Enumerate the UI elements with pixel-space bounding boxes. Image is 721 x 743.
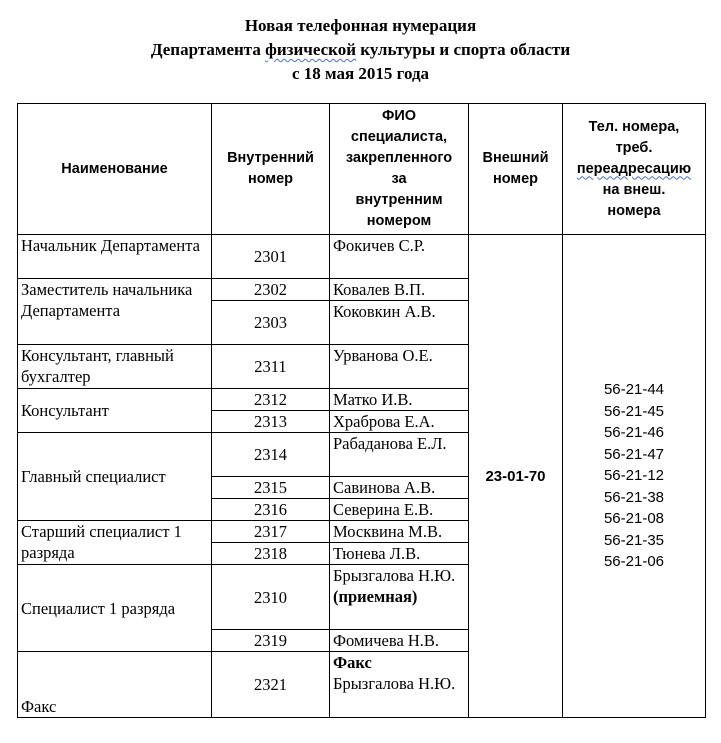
position-cell: Начальник Департамента <box>18 235 212 279</box>
internal-number: 2317 <box>212 521 330 543</box>
title-line-2: Департамента физической культуры и спорта области <box>150 40 571 59</box>
internal-number: 2302 <box>212 279 330 301</box>
internal-number: 2314 <box>212 433 330 477</box>
fio-cell: Фокичев С.Р. <box>330 235 469 279</box>
forward-number: 56-21-45 <box>603 402 665 420</box>
fio-cell: Рабаданова Е.Л. <box>330 433 469 477</box>
fio-cell: Северина Е.В. <box>330 499 469 521</box>
phone-table <box>17 103 706 718</box>
forward-number: 56-21-06 <box>603 553 665 571</box>
position-cell: Факс <box>18 652 212 718</box>
fio-cell: Фомичева Н.В. <box>330 630 469 652</box>
fio-cell: Тюнева Л.В. <box>330 543 469 565</box>
header-internal: Внутренний номер <box>212 104 330 235</box>
fio-name: Брызгалова Н.Ю. <box>333 566 456 585</box>
header-external: Внешний номер <box>469 104 563 235</box>
internal-number: 2301 <box>212 235 330 279</box>
position-cell: Главный специалист <box>18 433 212 521</box>
header-fio: ФИО специалиста, закрепленного за внутренним номером <box>330 104 469 235</box>
fax-note: Факс <box>333 653 372 672</box>
position-cell: Старший специалист 1 разряда <box>18 521 212 565</box>
header-name: Наименование <box>18 104 212 235</box>
internal-number: 2315 <box>212 477 330 499</box>
position-cell: Специалист 1 разряда <box>18 565 212 652</box>
spellcheck-word: переадресацию <box>576 160 692 177</box>
table-row <box>18 235 706 279</box>
forward-number: 56-21-47 <box>603 445 665 463</box>
forward-number: 56-21-35 <box>603 531 665 549</box>
fio-name: Брызгалова Н.Ю. <box>333 674 456 693</box>
position-cell: Консультант, главный бухгалтер <box>18 345 212 389</box>
external-number: 23-01-70 <box>469 235 563 718</box>
fio-cell: Храброва Е.А. <box>330 411 469 433</box>
fio-cell: Савинова А.В. <box>330 477 469 499</box>
forward-number: 56-21-12 <box>603 467 665 485</box>
fio-cell <box>330 652 469 718</box>
forward-number: 56-21-38 <box>603 488 665 506</box>
fio-cell: Матко И.В. <box>330 389 469 411</box>
forward-number: 56-21-46 <box>603 424 665 442</box>
title-line-3: с 18 мая 2015 года <box>291 64 430 83</box>
internal-number: 2321 <box>212 652 330 718</box>
position-cell: Консультант <box>18 389 212 433</box>
internal-number: 2313 <box>212 411 330 433</box>
forward-number: 56-21-44 <box>603 381 665 399</box>
internal-number: 2310 <box>212 565 330 630</box>
fio-cell: Ковалев В.П. <box>330 279 469 301</box>
internal-number: 2303 <box>212 301 330 345</box>
fio-cell: Коковкин А.В. <box>330 301 469 345</box>
position-cell: Заместитель начальника Департамента <box>18 279 212 345</box>
internal-number: 2311 <box>212 345 330 389</box>
spellcheck-word: физической <box>265 40 357 59</box>
forward-numbers <box>563 235 706 718</box>
header-forward: Тел. номера, треб. переадресацию на внеш. номера <box>563 104 706 235</box>
fio-cell <box>330 565 469 630</box>
fio-cell: Москвина М.В. <box>330 521 469 543</box>
fio-cell: Урванова О.Е. <box>330 345 469 389</box>
internal-number: 2318 <box>212 543 330 565</box>
internal-number: 2319 <box>212 630 330 652</box>
title-line-1: Новая телефонная нумерация <box>244 16 477 35</box>
forward-number: 56-21-08 <box>603 510 665 528</box>
header-row <box>18 104 706 235</box>
reception-note: (приемная) <box>333 587 418 606</box>
internal-number: 2316 <box>212 499 330 521</box>
internal-number: 2312 <box>212 389 330 411</box>
